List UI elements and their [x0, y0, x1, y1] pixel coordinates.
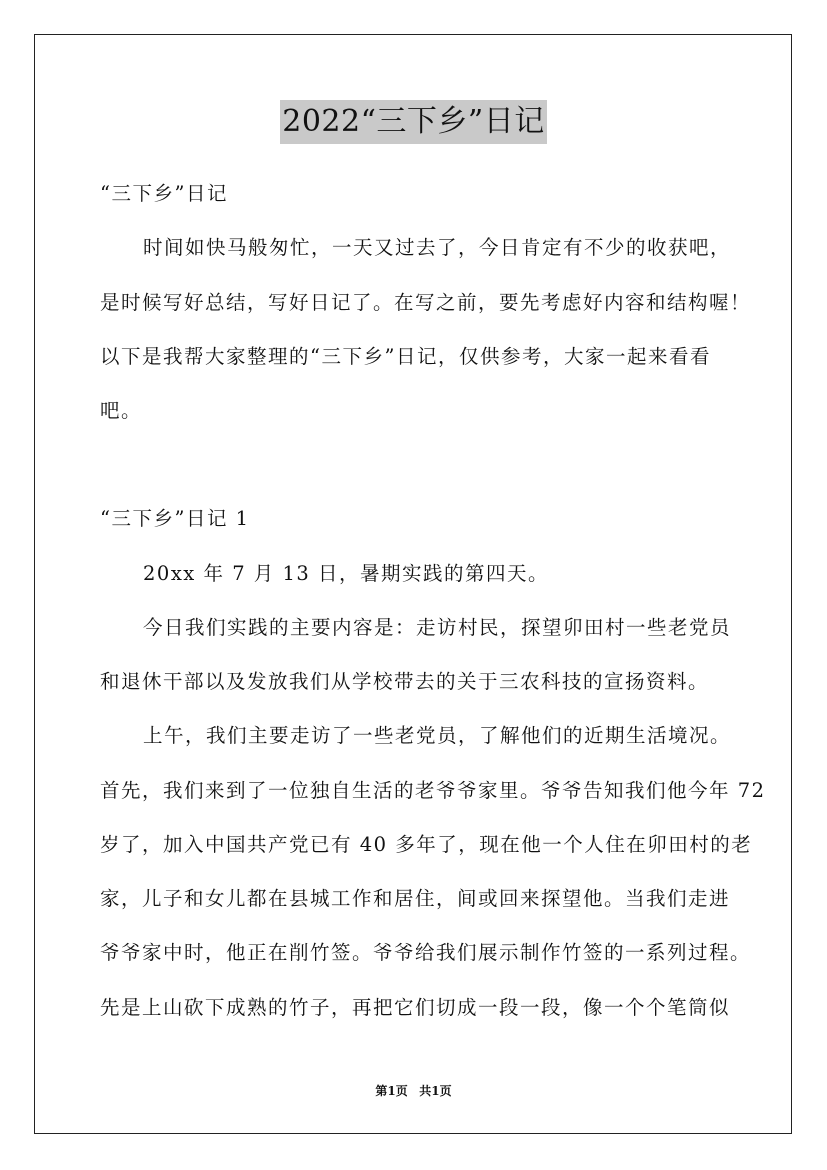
document-title: 2022“三下乡”日记	[280, 100, 547, 144]
paragraph-line: 家，儿子和女儿都在县城工作和居住，间或回来探望他。当我们走进	[100, 887, 731, 910]
title-container	[0, 100, 827, 144]
intro-heading: “三下乡”日记	[100, 182, 228, 205]
paragraph-line: 时间如快马般匆忙，一天又过去了，今日肯定有不少的收获吧，	[143, 236, 732, 259]
paragraph-line: 先是上山砍下成熟的竹子，再把它们切成一段一段，像一个个笔筒似	[100, 996, 731, 1019]
page-number: 第1页	[375, 1084, 408, 1098]
paragraph-line: 首先，我们来到了一位独自生活的老爷爷家里。爷爷告知我们他今年 72	[100, 779, 766, 802]
paragraph-line: 吧。	[100, 399, 143, 422]
paragraph-line: 岁了，加入中国共产党已有 40 多年了，现在他一个人住在卯田村的老	[100, 833, 753, 856]
paragraph-line: 20xx 年 7 月 13 日，暑期实践的第四天。	[143, 562, 550, 585]
paragraph-line: 是时候写好总结，写好日记了。在写之前，要先考虑好内容和结构喔！	[100, 291, 752, 314]
paragraph-line: 上午，我们主要走访了一些老党员，了解他们的近期生活境况。	[143, 724, 732, 747]
paragraph-line: 以下是我帮大家整理的“三下乡”日记，仅供参考，大家一起来看看	[100, 345, 711, 368]
paragraph-line: 和退休干部以及发放我们从学校带去的关于三农科技的宣扬资料。	[100, 670, 710, 693]
section-heading: “三下乡”日记 1	[100, 507, 250, 530]
paragraph-line: 今日我们实践的主要内容是：走访村民，探望卯田村一些老党员	[143, 616, 732, 639]
page-total: 共1页	[419, 1084, 452, 1098]
paragraph-line: 爷爷家中时，他正在削竹签。爷爷给我们展示制作竹签的一系列过程。	[100, 941, 752, 964]
page-footer	[0, 1083, 827, 1099]
